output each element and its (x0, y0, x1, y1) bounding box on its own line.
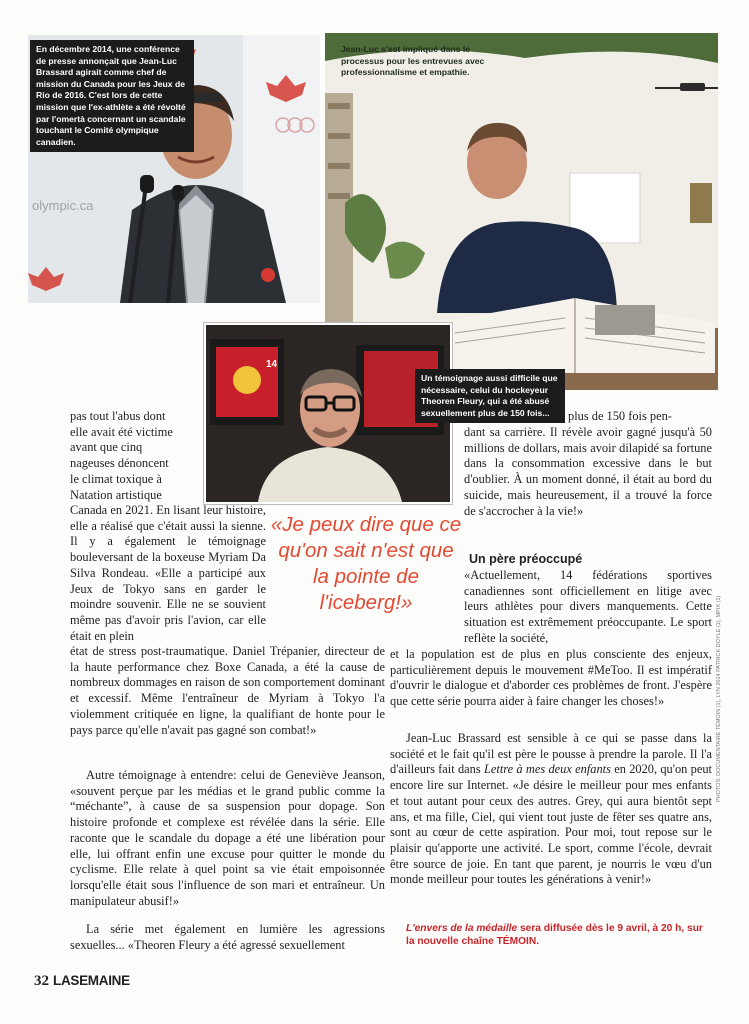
left-column-paragraph-2: Autre témoignage à entendre: celui de Geneviève Jeanson, «souvent perçue par les médias et le grand public comme la “méchante”, à cause de sa suspension pour dopage. Son histoire profonde et complexe est révélée dans la série. Elle raconte que le scandale du dopage a été une libération pour elle, lui offrant enfin une excuse pour quitter le monde du cyclisme. Elle relate à quel point sa vie était empoisonnée lorsqu'elle était sous l'influence de son mari et entraîneur. Un manipulateur abusif!» (70, 768, 385, 908)
paragraph-text: en 2020, qu'on peut encore lire sur Internet. «Je désire le meilleur pour mes enfants et tout autant pour ceux des autres. Grey, qui aura bientôt sept ans, et ma fille, Ciel, qui vient tout juste de fêter ses quatre ans, sont au cœur de cette aspiration. Pour moi, tout repose sur le plaisir qu'apporte une activité. Le sport, comme l'école, devrait être source de joie. En tant que parent, je nourris le vœu d'un monde meilleur pour toutes les générations à venir!» (390, 762, 712, 887)
text-line: elle avait été victime (70, 424, 173, 439)
photo-caption-right: Jean-Luc s'est impliqué dans le processus pour les entrevues avec professionnalisme et empathie. (341, 44, 485, 78)
text-line: pas tout l'abus dont (70, 409, 166, 423)
right-column-paragraph-1: «Actuellement, 14 fédérations sportives canadiennes sont officiellement en litige avec leurs athlètes pour divers manquements. Cette situation est extrêmement préoccupante. Le sport reflète la société, (464, 568, 712, 645)
text-line: avant que cinq (70, 440, 143, 455)
right-column-paragraph-2 (390, 731, 712, 888)
left-column-paragraph-1-continued: état de stress post-traumatique. Daniel Trépanier, directeur de la haute performance chez Boxe Canada, a été la cause de nombreux dommages en raison de son comportement dominant et excessif. Même l'entraîneur de Myriam à Tokyo l'a violemment critiquée en ligne, la qualifiant de honte pour le pays parce qu'elle n'avait pas gagné son combat!» (70, 644, 385, 737)
text-line: nageuses dénoncent (70, 456, 169, 471)
left-column-paragraph-3: La série met également en lumière les agressions sexuelles... «Theoren Fleury a été agressé sexuellement (70, 922, 385, 952)
pull-quote: «Je peux dire que ce qu'on sait n'est que la pointe de l'iceberg!» (270, 513, 462, 614)
text-line: Natation artistique (70, 487, 162, 502)
text-line: le climat toxique à (70, 471, 162, 486)
photo-credit: PHOTOS: DOCUMENTAIRE TÉMOIN (1), LYN 2014 PATRICK DOYLE (1), MPIX (1) (716, 595, 722, 802)
right-column-paragraph-top: dant sa carrière. Il révèle avoir gagné jusqu'à 50 millions de dollars, mais avoir dilapidé sa fortune dans la consommation excessive dans le but d'oublier. À un moment donné, il était au bord du suicide, mais heureusement, il a trouvé la force de s'accrocher à la vie!» (464, 425, 712, 518)
paragraph-text: Jean-Luc Brassard est sensible à ce qui se passe dans la société et le fait qu'il est père le pousse à prendre la parole. Il l'a d'ailleurs fait dans (390, 731, 712, 777)
letter-title: Lettre à mes deux enfants (483, 762, 611, 777)
page-number: 32 (34, 973, 49, 989)
right-column-paragraph-1-continued: et la population est de plus en plus consciente des enjeux, particulièrement depuis le mouvement #MeToo. Il est impératif d'ouvrir le dialogue et d'aborder ces problèmes de front. J'espère que cette série pourra aider à faire changer les choses!» (390, 647, 712, 709)
series-title: L'envers de la médaille (406, 923, 518, 934)
fleury-illustration (206, 325, 450, 502)
photo-caption-left: En décembre 2014, une conférence de presse annonçait que Jean-Luc Brassard agirait comme chef de mission du Canada pour les Jeux de Rio de 2016. C'est lors de cette mission que l'ex-athlète a été révolté par l'omertà concernant un scandale touchant le Comité olympique canadien. (30, 40, 194, 152)
backdrop-logo-text: olympic.ca (32, 198, 94, 213)
right-column-top-line: plus de 150 fois pen- (568, 409, 672, 423)
page-footer (34, 972, 130, 990)
photo-caption-inset: Un témoignage aussi difficile que nécessaire, celui du hockeyeur Theoren Fleury, qui a été abusé sexuellement plus de 150 fois... (415, 369, 565, 423)
section-subhead: Un père préoccupé (469, 552, 583, 566)
left-column-opening (70, 409, 202, 503)
magazine-logo: LASEMAINE (53, 973, 130, 988)
broadcast-info (406, 922, 711, 948)
broadcast-details: sera diffusée dès le 9 avril, à 20 h, sur la nouvelle chaîne TÉMOIN. (406, 923, 703, 947)
left-column-paragraph-1: Canada en 2021. En lisant leur histoire, elle a réalisé que c'était aussi la sienne. Il y a également le témoignage bouleversant de la boxeuse Myriam Da Silva Rondeau. «Elle a participé aux Jeux de Tokyo sans en garder le moindre souvenir. Elle ne se souvient même pas d'avoir pris l'avion, car elle était en plein (70, 503, 266, 643)
jersey-number: 14 (266, 359, 278, 370)
